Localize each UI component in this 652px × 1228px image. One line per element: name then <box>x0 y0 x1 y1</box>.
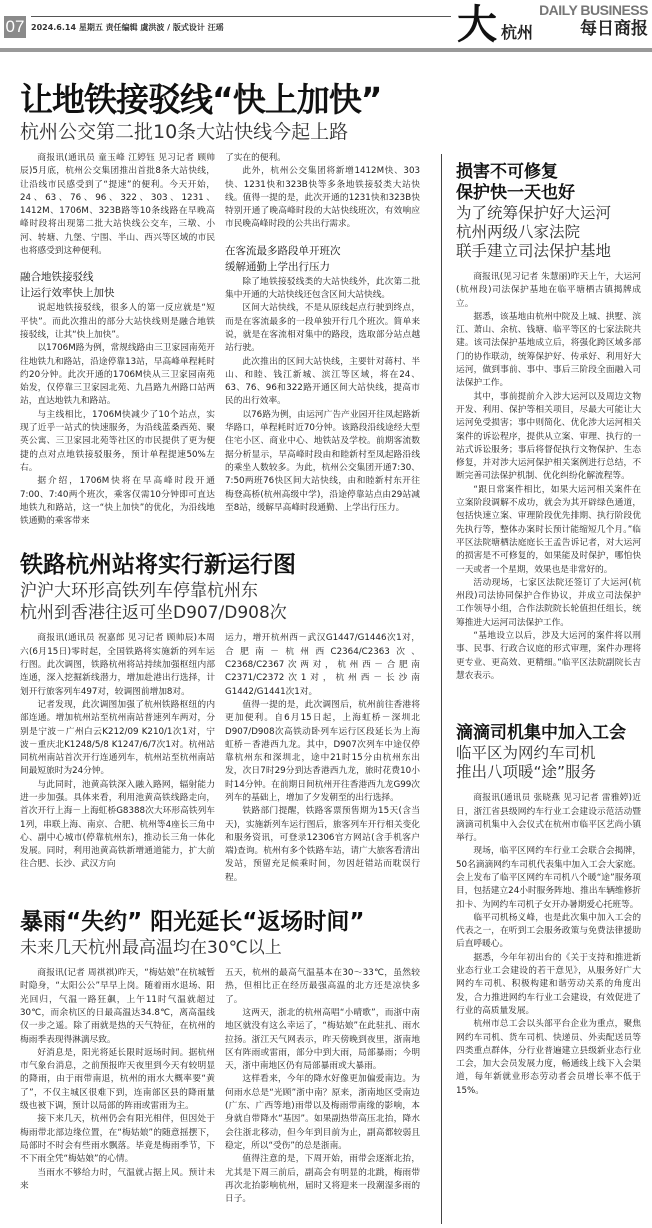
subheadline-canal-1: 为了统筹保护好大运河 <box>456 204 612 222</box>
article-column <box>20 967 215 1193</box>
paragraph: 区间大站快线，不是从原线起点行驶到终点，而是在客流最多的一段单独开行几个班次。简单来说，就是在客流相对集中的路段，选取部分站点越站行驶。 <box>225 303 420 354</box>
paragraph: 这两天，浙北的杭州高唱“小晴歌”，而浙中南地区就没有这么幸运了，“梅姑娘”在此驻扎、雨水拉扬。浙江天气网表示，昨天傍晚到夜里，浙南地区有阵雨或雷雨，部分中到大雨，局部暴雨；今明天，浙中南地区仍有局部暴雨或大暴雨。 <box>225 1007 420 1072</box>
paragraph: 商报讯(通讯员 张晓燕 见习记者 雷雅婷)近日，浙江省县级网约车行业工会建设示范活动暨滴滴司机集中入会仪式在杭州市临平区艺尚小镇举行。 <box>456 793 641 844</box>
headline-canal-2: 保护快一天也好 <box>456 183 575 203</box>
section-name: 杭州 <box>501 23 534 42</box>
paragraph: 商报讯(通讯员 童玉峰 江婷钰 见习记者 顾帅辰)5月底，杭州公交集团推出首批8条大站快线，让沿线市民感受到了“提速”的便利。今天开始，24、63、76、96、322、303、1231、1412M、1706M、323B路等10条线路在早晚高峰时段将出现第二批大站快线公交车，三墩、小河、转塘、九堡、宁围、半山、西兴等区域的市民也将感受到这种便利。 <box>20 153 215 257</box>
brand-name-cn: 每日商报 <box>580 19 648 39</box>
article-metro <box>20 80 420 528</box>
article-body <box>20 152 420 528</box>
headline-railway: 铁路杭州站将实行新运行图 <box>20 552 296 579</box>
paragraph: 除了地铁接驳线类的大站快线外，此次第二批集中开通的大站快线还包含区间大站快线。 <box>225 276 420 301</box>
subheadline-canal-3: 联手建立司法保护基地 <box>456 242 612 260</box>
section-subhead: 在客流最多路段单开班次 <box>225 244 341 257</box>
paragraph: 这样看来，今年的降水好像更加偏爱南边。为何雨水总是“光顾”浙中南？原来，浙南地区受南边(广东、广西等地)雨带以及梅雨带南缘的影响，本身就自带降水“基因”。如果副热带高压北抬，降水会往浙北移动，但今年到目前为止，副高都较弱且稳定，所以“受伤”的总是浙南。 <box>225 1074 420 1151</box>
headline-canal-1: 损害不可修复 <box>456 162 558 182</box>
page-number: 07 <box>5 17 25 36</box>
article-canal <box>456 162 641 683</box>
section-subhead: 让运行效率快上加快 <box>20 287 115 300</box>
article-column <box>225 967 420 1206</box>
subheadline-union-1: 临平区为网约车司机 <box>456 744 596 763</box>
paragraph: “跟日常案件相比，如果大运河相关案件在立案阶段调解不成功，就会为其开辟绿色通道，包括快速立案、审理阶段优先排期、执行阶段优先执行等，整体办案时长预计能缩短几个月。”临平区法院塘栖法庭庭长王孟告诉记者，对大运河的损害是不可修复的，如果能及时保护，哪怕快一天或者一个星期，效果也是非常好的。 <box>456 484 641 575</box>
paragraph: 好消息是，阳光将延长限时返场时间。据杭州市气象台消息，之前预报昨天夜里到今天有较明显的降雨，由于雨带南退，杭州的雨水大概率要“黄了”，不仅主城区很难下到，连南部区县的降雨量级也被下调，预计以局部的阵雨或雷雨为主。 <box>20 1047 215 1112</box>
paragraph: 运力，增开杭州西－武汉G1447/G1446次1对，合肥南－杭州西C2364/C2363次、C2368/C2367次两对，杭州西－合肥南C2371/C2372次1对，杭州西－长沙南G1442/G1441次1对。 <box>225 633 420 697</box>
subheadline-metro: 杭州公交第二批10条大站快线今起上路 <box>20 121 349 143</box>
paragraph: “基地设立以后，涉及大运河的案件将以刑事、民事、行政合议庭的形式审理，案件办理将更专业、更高效、更精细。”临平区法院副院长吉慧农表示。 <box>456 631 641 681</box>
masthead-left <box>4 2 451 38</box>
paragraph: 杭州市总工会以头部平台企业为重点，聚焦网约车司机、货车司机、快递员、外卖配送员等四类重点群体，分行业普遍建立县级新业态行业工会，加大会员发展力度，畅通线上线下入会渠道，每年新就业形态劳动者会员增长率不低于15%。 <box>456 1019 641 1096</box>
brand-name-en: DAILY BUSINESS <box>539 2 648 18</box>
paragraph: 据悉，该基地由杭州中院及上城、拱墅、滨江、萧山、余杭、钱塘、临平等区的七家法院共建。该司法保护基地成立后，将强化跨区域多部门的协作联动，统筹保护好、传承好、利用好大运河，做到事前、事中、事后三阶段全面融入司法保护工作。 <box>456 311 641 389</box>
paragraph: 当雨水不够给力时，气温就占据上风。预计未来 <box>20 1167 215 1191</box>
paragraph: 临平司机杨义峰，也是此次集中加入工会的代表之一，在听到工会服务政策与免费法律援助后直呼暖心。 <box>456 912 641 950</box>
paragraph: 与此同时，池黄高铁深入融入路网，辐射能力进一步加强。具体来看，利用池黄高铁线路走向，首次开行上海－上海虹桥G8388次大环形高铁列车1列，串联上海、南京、合肥、杭州等4座长三角中心、副中心城市(停靠杭州东)，推动长三角一体化发展。同时，利用池黄高铁新增通道能力，扩大前往合肥、长沙、武汉方向 <box>20 779 215 870</box>
paragraph: 以1706M路为例，常规线路由三卫家园南苑开往地铁九和路站，沿途停靠13站，早高峰单程耗时约20分钟。此次开通的1706M快从三卫家园南苑始发，仅停靠三卫家园北苑、九昌路九州路口站两站，直达地铁九和路站。 <box>20 343 215 407</box>
paragraph: 与主线相比，1706M快减少了10个站点，实现了近乎一站式的快速服务，为沿线蓝桑西苑、聚英公寓、三卫家园北苑等社区的市民提供了更为便捷的点对点地铁接驳服务，预计单程提速50%左右。 <box>20 409 215 473</box>
section-subhead: 缓解通勤上学出行压力 <box>225 260 330 273</box>
brand <box>539 2 648 40</box>
article-column <box>456 271 641 683</box>
article-body <box>20 632 420 885</box>
article-column <box>225 632 420 885</box>
subheadline-canal-2: 杭州两级八家法院 <box>456 223 581 241</box>
paragraph: 商报讯(见习记者 朱慧丽)昨天上午，大运河(杭州段)司法保护基地在临平塘栖古镇揭牌成立。 <box>456 272 641 309</box>
subheadline-railway-2: 杭州到香港往返可坐D907/D908次 <box>20 603 287 624</box>
right-region <box>456 80 641 1228</box>
article-body <box>20 967 420 1206</box>
paragraph: 活动现场，七家区法院还签订了大运河(杭州段)司法协同保护合作协议，并成立司法保护工作领导小组，合作法院院长轮值担任组长，统筹推进大运河司法保护工作。 <box>456 577 641 628</box>
masthead <box>0 0 652 52</box>
column-divider <box>441 154 442 1224</box>
subheadline-railway-1: 沪沪大环形高铁列车停靠杭州东 <box>20 581 258 602</box>
section-logo: 大 <box>457 1 498 48</box>
headline-union: 滴滴司机集中加入工会 <box>456 723 626 744</box>
article-union <box>456 723 641 1098</box>
headline-weather: 暴雨“失约” 阳光延长“返场时间” <box>20 909 365 936</box>
headline-metro: 让地铁接驳线“快上加快” <box>20 80 382 119</box>
paragraph: 接下来几天，杭州仍会有阳光相伴，但因处于梅雨带北部边缘位置，在“梅姑娘”的随意摇摆下，局部时不时会有些雨水飘落。毕竟是梅雨季节，下不下雨全凭“梅姑娘”的心情。 <box>20 1114 215 1165</box>
dateline: 2024.6.14 星期五 责任编辑 虞洪波 / 版式设计 汪瑶 <box>31 16 451 33</box>
paragraph: 商报讯(通讯员 祝嘉郎 见习记者 顾帅辰)本周六(6月15日)零时起，全国铁路将实施新的列车运行图。此次调图，铁路杭州将站持续加强枢纽内部连通，深入挖掘新线潜力，增加赴港出行选择，计划开行旅客列车497对，较调图前增加8对。 <box>20 633 215 697</box>
subheadline-weather: 未来几天杭州最高温均在30℃以上 <box>20 938 282 959</box>
paragraph: 其中，事前提前介入涉大运河以及周边文物开发、利用、保护等相关项目，尽最大可能让大运河免受损害；事中则简化、优化涉大运河相关案件的诉讼程序，提供从立案、审理、执行的一站式诉讼服务；事后将督促执行文物保护、生态修复，并对涉大运河保护相关案例进行总结，不断完善司法保护机制、优化纠纷化解流程等。 <box>456 391 641 482</box>
paragraph: 铁路部门提醒，铁路客票预售期为15天(含当天)，实施新列车运行图后，旅客列车开行相关变化和服务资讯，可登录12306官方网站(含手机客户端)查询。杭州有多个铁路车站，请广大旅客看清出发站，预留充足候乘时间，勿因赶错站而耽误行程。 <box>225 806 420 883</box>
paragraph: 据悉，今年年初出台的《关于支持和推进新业态行业工会建设的若干意见》，从服务好广大网约车司机、积极构建和谐劳动关系的角度出发，合力推进网约车行业工会建设，有效促进了行业的高质量发展。 <box>456 952 641 1016</box>
paragraph: 记者发现，此次调图加强了杭州铁路枢纽的内部连通。增加杭州站至杭州南站普速列车两对，分别是宁波－广州白云K212/09 K210/1次1对，宁波－重庆北K1248/5/8 K1247/6/7次1对。杭州站同杭州南站首次开行连通列车，杭州站至杭州南站间最短旅时为24分钟。 <box>20 699 215 777</box>
left-region <box>0 80 420 1228</box>
article-column <box>20 632 215 871</box>
paragraph: 说起地铁接驳线，很多人的第一反应就是“短平快”。而此次推出的部分大站快线则是融合地铁接驳线，让其“快上加快”。 <box>20 303 215 340</box>
section-mark <box>451 2 539 48</box>
paragraph: 此外，杭州公交集团将新增1412M快、303快、1231快和323B快等多条地铁接驳类大站快线。值得一提的是，此次开通的1231快和323B快特别开通了晚高峰时段的大站快线班次，有效响应市民晚高峰时段的公共出行需求。 <box>225 166 420 230</box>
paragraph: 现场，临平区网约车行业工会联合会揭牌，50名滴滴网约车司机代表集中加入工会大家庭。会上发布了临平区网约车司机八个暖“途”服务项目，包括建立24小时服务阵地、推出车辆维修折扣卡、为网约车司机子女开办暑期爱心托班等。 <box>456 846 641 910</box>
paragraph: 商报讯(记者 周祺祺)昨天，“梅姑娘”在杭城暂时隐身，“太阳公公”早早上岗。随着雨水退场、阳光回归，气温一路狂飙，上午11时气温就超过30℃，而余杭区的日最高温达34.8℃，离高温线仅一步之遥。除了雨就是热的天气特征，在杭州的梅雨季表现得淋漓尽致。 <box>20 968 215 1045</box>
paragraph: 值得一提的是，此次调图后，杭州前往香港将更加便利。自6月15日起，上海虹桥－深圳北D907/D908次高铁动卧列车运行区段延长为上海虹桥－香港西九龙。其中，D907次列车中途仅停靠杭州东和深圳北，途中21时15分由杭州东出发，次日7时29分到达香港西九龙，旅时花费10小时14分钟。在前期日间杭州开往香港西九龙G99次列车的基础上，增加了夕发朝至的出行选择。 <box>225 699 420 803</box>
section-subhead: 融合地铁接驳线 <box>20 271 94 284</box>
paragraph: 据介绍，1706M快将在早高峰时段开通7:00、7:40两个班次，乘客仅需10分钟即可直达地铁九和路站，这一“快上加快”的优化，为沿线地铁通勤的乘客带来 <box>20 476 215 527</box>
paragraph: 此次推出的区间大站快线，主要针对蒋村、半山、和睦、钱江新城、滨江等区域，将在24、63、76、96和322路开通区间大站快线，提高市民的出行效率。 <box>225 356 420 407</box>
article-column <box>225 152 420 515</box>
article-railway <box>20 550 420 885</box>
article-column <box>456 792 641 1098</box>
page-body <box>0 52 652 1228</box>
paragraph: 五天，杭州的最高气温基本在30～33℃，虽然较热，但相比正在经历最强高温的北方还是凉快多了。 <box>225 968 420 1005</box>
article-weather <box>20 907 420 1206</box>
article-column <box>20 152 215 528</box>
paragraph: 值得注意的是，下周开始，雨带会逐渐北抬，尤其是下周三前后，副高会有明显的北跳，梅雨带再次北抬影响杭州，届时又将迎来一段潮湿多雨的日子。 <box>225 1154 420 1205</box>
subheadline-union-2: 推出八项暖“途”服务 <box>456 763 597 782</box>
paragraph: 以76路为例，由运河广告产业园开往凤起路新华路口，单程耗时近70分钟。该路段沿线途经大型住宅小区、商业中心、地铁站及学校。前期客流数据分析显示，早高峰时段由和睦新村至凤起路沿线的乘坐人数较多。为此，杭州公交集团开通7:30、7:50两班76快区间大站快线，由和睦新村东开往梅登高桥(杭州高级中学)，沿途停靠站点由29站减至8站，缓解早高峰时段通勤、上学出行压力。 <box>225 409 420 513</box>
paragraph: 了实在的便利。 <box>225 153 286 163</box>
